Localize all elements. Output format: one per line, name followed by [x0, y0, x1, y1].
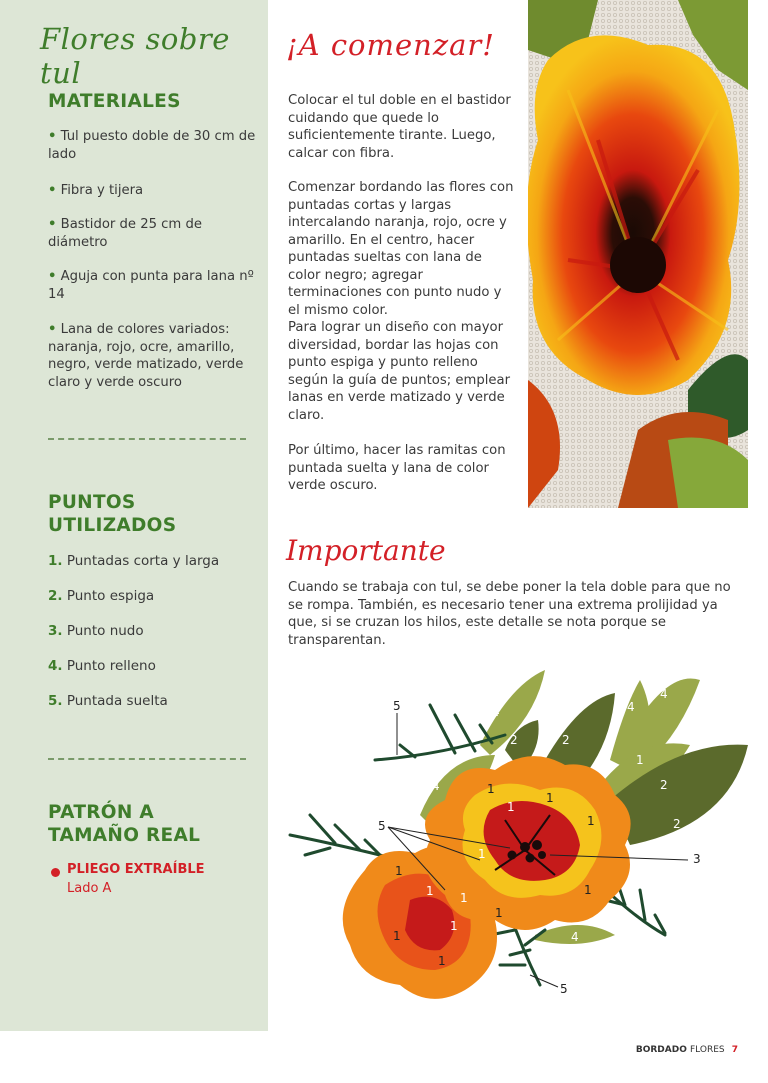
patron-heading: PATRÓN A TAMAÑO REAL	[48, 802, 201, 846]
label-1: 1	[393, 929, 401, 943]
importante-text: Cuando se trabaja con tul, se debe poner la tela doble para que no se rompa. También, es necesario tener una extrema prolijidad ya que, si se cruzan los hilos, este detalle se nota porque se transparentan.	[288, 580, 731, 648]
embroidery-photo	[528, 0, 748, 508]
label-1: 1	[460, 891, 468, 905]
stitch-guide-diagram	[280, 665, 760, 1015]
punto-item: 3. Punto nudo	[48, 623, 144, 639]
label-2: 2	[510, 733, 518, 747]
label-1: 1	[636, 753, 644, 767]
label-1: 1	[478, 847, 486, 861]
paragraph: Comenzar bordando las flores con puntadas cortas y largas intercalando naranja, rojo, ocre y amarillo. En el centro, hacer puntadas sueltas con lana de color negro; agregar terminaciones con punto nudo y el mismo color.	[288, 180, 514, 318]
punto-item: 4. Punto relleno	[48, 658, 156, 674]
label-1: 1	[495, 906, 503, 920]
label-1: 1	[395, 864, 403, 878]
bullet-dot-icon	[51, 868, 60, 877]
label-2: 2	[673, 817, 681, 831]
pliego-label: PLIEGO EXTRAÍBLE	[67, 862, 205, 877]
importante-title: Importante	[286, 534, 446, 567]
label-1: 1	[546, 791, 554, 805]
sidebar-title: Flores sobre tul	[40, 22, 230, 90]
paragraph: Colocar el tul doble en el bastidor cuidando que quede lo suficientemente tirante. Luego, calcar con fibra.	[288, 93, 511, 161]
material-item: • Bastidor de 25 cm de diámetro	[48, 217, 202, 250]
label-5: 5	[560, 982, 568, 996]
label-4: 4	[432, 779, 440, 793]
footer-brand-light: FLORES	[689, 1045, 725, 1055]
main-title: ¡A comenzar!	[286, 28, 495, 62]
paragraph: Por último, hacer las ramitas con puntada suelta y lana de color verde oscuro.	[288, 443, 506, 493]
divider	[48, 438, 246, 440]
material-item: • Tul puesto doble de 30 cm de lado	[48, 129, 256, 162]
label-1: 1	[450, 919, 458, 933]
punto-item: 2. Punto espiga	[48, 588, 155, 604]
footer	[636, 1045, 738, 1055]
label-4: 4	[492, 705, 500, 719]
footer-brand-bold: BORDADO	[635, 1045, 687, 1055]
label-4: 4	[489, 958, 497, 972]
label-1: 1	[507, 800, 515, 814]
label-3: 3	[693, 852, 701, 866]
label-5: 5	[378, 819, 386, 833]
punto-item: 5. Puntada suelta	[48, 693, 168, 709]
page-number: 7	[731, 1045, 738, 1055]
label-2: 2	[660, 778, 668, 792]
label-1: 1	[426, 884, 434, 898]
punto-item: 1. Puntadas corta y larga	[48, 553, 220, 569]
label-1: 1	[438, 954, 446, 968]
label-1: 1	[587, 814, 595, 828]
puntos-heading: PUNTOS UTILIZADOS	[48, 492, 177, 536]
label-2: 2	[562, 733, 570, 747]
material-item: • Lana de colores variados: naranja, rojo, ocre, amarillo, negro, verde matizado, verde claro y verde oscuro	[48, 322, 244, 390]
label-4: 4	[571, 930, 579, 944]
lado-label: Lado A	[67, 881, 112, 896]
label-4: 4	[660, 687, 668, 701]
label-5: 5	[393, 699, 401, 713]
material-item: • Aguja con punta para lana nº 14	[48, 269, 254, 302]
material-item: • Fibra y tijera	[48, 183, 144, 198]
divider	[48, 758, 246, 760]
label-4: 4	[627, 700, 635, 714]
sidebar	[0, 0, 268, 1031]
label-1: 1	[487, 782, 495, 796]
paragraph: Para lograr un diseño con mayor diversidad, bordar las hojas con punto espiga y punto relleno según la guía de puntos; emplear lanas en verde matizado y verde claro.	[288, 320, 510, 423]
materiales-heading: MATERIALES	[48, 91, 181, 112]
label-1: 1	[584, 883, 592, 897]
